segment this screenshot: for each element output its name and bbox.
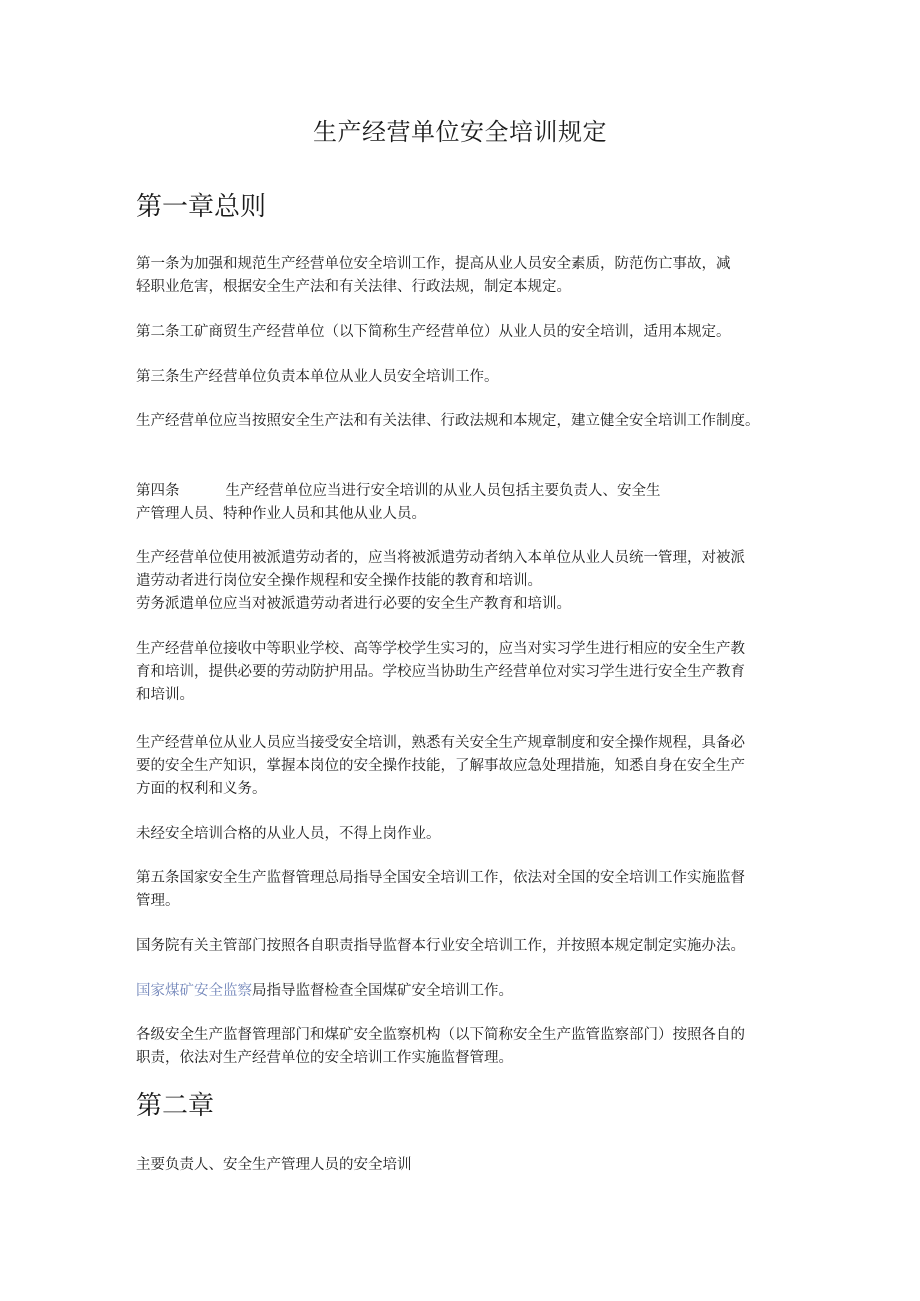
article-3-line-1: 第三条生产经营单位负责本单位从业人员安全培训工作。 bbox=[136, 369, 499, 385]
article-4-paragraph-2-line-1: 生产经营单位使用被派遣劳动者的，应当将被派遣劳动者纳入本单位从业人员统一管理，对被派 bbox=[136, 550, 745, 566]
chapter-2-subtitle-line: 主要负责人、安全生产管理人员的安全培训 bbox=[136, 1157, 412, 1173]
article-4-paragraph-3-line-1: 生产经营单位接收中等职业学校、高等学校学生实习的，应当对实习学生进行相应的安全生产教 bbox=[136, 641, 745, 657]
article-1-line-1: 第一条为加强和规范生产经营单位安全培训工作，提高从业人员安全素质，防范伤亡事故，减 bbox=[136, 256, 731, 272]
article-5-line-1: 第五条国家安全生产监督管理总局指导全国安全培训工作，依法对全国的安全培训工作实施监督 bbox=[136, 870, 745, 886]
article-4-paragraph-5-line-1: 未经安全培训合格的从业人员，不得上岗作业。 bbox=[136, 826, 441, 842]
article-4-paragraph-2-line-2: 遣劳动者进行岗位安全操作规程和安全操作技能的教育和培训。 bbox=[136, 573, 542, 589]
article-5-paragraph-3 bbox=[136, 980, 796, 1003]
article-4-line-1: 生产经营单位应当进行安全培训的从业人员包括主要负责人、安全生 bbox=[225, 483, 661, 499]
article-4-line-2: 产管理人员、特种作业人员和其他从业人员。 bbox=[136, 506, 426, 522]
article-4-paragraph-2-line-3: 劳务派遣单位应当对被派遣劳动者进行必要的安全生产教育和培训。 bbox=[136, 596, 571, 612]
article-5-paragraph-4 bbox=[136, 1024, 796, 1070]
article-4-paragraph-4-line-2: 要的安全生产知识，掌握本岗位的安全操作技能，了解事故应急处理措施，知悉自身在安全生产 bbox=[136, 758, 745, 774]
article-4-label: 第四条 bbox=[136, 483, 180, 499]
article-4-paragraph-2 bbox=[136, 547, 796, 616]
article-4 bbox=[136, 480, 796, 526]
coal-mine-safety-link[interactable]: 国家煤矿安全监察 bbox=[136, 983, 252, 999]
article-4-paragraph-3-line-2: 育和培训，提供必要的劳动防护用品。学校应当协助生产经营单位对实习学生进行安全生产教育 bbox=[136, 664, 745, 680]
article-5-paragraph-2 bbox=[136, 935, 796, 958]
article-4-paragraph-4 bbox=[136, 732, 796, 801]
document-title: 生产经营单位安全培训规定 bbox=[313, 118, 607, 146]
article-3-paragraph-2-line-1: 生产经营单位应当按照安全生产法和有关法律、行政法规和本规定，建立健全安全培训工作制度。 bbox=[136, 413, 760, 429]
article-4-paragraph-5 bbox=[136, 823, 796, 846]
article-5-paragraph-4-line-2: 职责，依法对生产经营单位的安全培训工作实施监督管理。 bbox=[136, 1050, 513, 1066]
article-5-paragraph-4-line-1: 各级安全生产监督管理部门和煤矿安全监察机构（以下简称安全生产监管监察部门）按照各自的 bbox=[136, 1027, 745, 1043]
article-5-paragraph-3-rest: 局指导监督检查全国煤矿安全培训工作。 bbox=[252, 983, 513, 999]
article-3-paragraph-2 bbox=[136, 410, 796, 433]
article-2 bbox=[136, 321, 796, 344]
chapter-1-heading: 第一章总则 bbox=[136, 192, 267, 222]
article-2-line-1: 第二条工矿商贸生产经营单位（以下简称生产经营单位）从业人员的安全培训，适用本规定。 bbox=[136, 324, 731, 340]
chapter-2-subtitle bbox=[136, 1154, 796, 1177]
chapter-2-heading: 第二章 bbox=[136, 1091, 215, 1121]
article-4-paragraph-3 bbox=[136, 638, 796, 707]
article-5-line-2: 管理。 bbox=[136, 893, 180, 909]
article-5 bbox=[136, 867, 796, 913]
article-1-line-2: 轻职业危害，根据安全生产法和有关法律、行政法规，制定本规定。 bbox=[136, 279, 571, 295]
article-4-paragraph-4-line-3: 方面的权利和义务。 bbox=[136, 781, 267, 797]
article-4-paragraph-4-line-1: 生产经营单位从业人员应当接受安全培训，熟悉有关安全生产规章制度和安全操作规程，具备必 bbox=[136, 735, 745, 751]
article-4-paragraph-3-line-3: 和培训。 bbox=[136, 687, 194, 703]
article-1 bbox=[136, 253, 796, 299]
article-3 bbox=[136, 366, 796, 389]
article-5-paragraph-2-line-1: 国务院有关主管部门按照各自职责指导监督本行业安全培训工作，并按照本规定制定实施办法。 bbox=[136, 938, 745, 954]
